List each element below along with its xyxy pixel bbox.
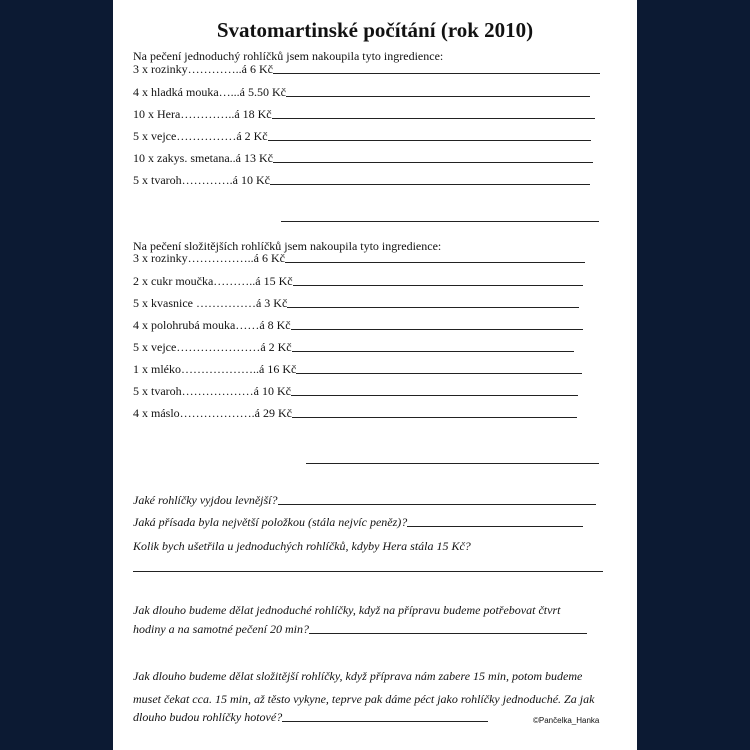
answer-line[interactable]: [291, 329, 583, 330]
item-label: 3 x rozinky……………..á 6 Kč: [133, 251, 285, 265]
item-label: 10 x zakys. smetana..á 13 Kč: [133, 151, 273, 165]
question-text: Jaká přísada byla největší položkou (stála nejvíc peněz)?: [133, 515, 408, 529]
question-text: Jaké rohlíčky vyjdou levnější?: [133, 493, 278, 507]
section1-row: [133, 129, 591, 143]
answer-line[interactable]: [292, 351, 574, 352]
answer-line[interactable]: [286, 96, 590, 97]
section1-row: [133, 85, 590, 99]
worksheet-title: Svatomartinské počítání (rok 2010): [216, 18, 534, 42]
section1-row: [133, 107, 595, 121]
question-2: [133, 516, 583, 529]
answer-line[interactable]: [273, 162, 593, 163]
answer-line[interactable]: [296, 373, 582, 374]
section2-row: [133, 340, 574, 354]
answer-line[interactable]: [285, 262, 585, 263]
answer-line[interactable]: [293, 285, 583, 286]
question-text: hodiny a na samotné pečení 20 min?: [133, 622, 309, 636]
item-label: 4 x hladká mouka…...á 5.50 Kč: [133, 85, 286, 99]
item-label: 5 x vejce…………………á 2 Kč: [133, 340, 292, 354]
item-label: 4 x máslo……………….á 29 Kč: [133, 406, 292, 420]
item-label: 3 x rozinky…………..á 6 Kč: [133, 62, 273, 76]
section2-row: [133, 384, 578, 398]
section2-row: [133, 251, 585, 265]
item-label: 5 x tvaroh………….á 10 Kč: [133, 173, 270, 187]
section2-total-line[interactable]: [306, 463, 599, 464]
section2-row: [133, 318, 583, 332]
answer-line[interactable]: [270, 184, 590, 185]
section1-row: [133, 173, 590, 187]
question-text: dlouho budou rohlíčky hotové?: [133, 710, 283, 724]
answer-line[interactable]: [273, 73, 600, 74]
copyright-note: ©Pančelka_Hanka: [533, 716, 600, 725]
answer-line[interactable]: [282, 721, 488, 722]
question-4: [133, 623, 587, 636]
item-label: 5 x kvasnice ……………á 3 Kč: [133, 296, 288, 310]
answer-line[interactable]: [291, 395, 578, 396]
item-label: 4 x polohrubá mouka……á 8 Kč: [133, 318, 291, 332]
answer-line[interactable]: [268, 140, 591, 141]
section2-row: [133, 362, 582, 376]
question-4-text-line1: Jak dlouho budeme dělat jednoduché rohlíčky, když na přípravu budeme potřebovat čtvrt: [133, 603, 561, 617]
question-5: [133, 711, 488, 724]
section1-intro: Na pečení jednoduchý rohlíčků jsem nakoupila tyto ingredience:: [133, 49, 444, 63]
item-label: 5 x tvaroh………………á 10 Kč: [133, 384, 291, 398]
item-label: 5 x vejce……………á 2 Kč: [133, 129, 268, 143]
question-3-text: Kolik bych ušetřila u jednoduchých rohlíčků, kdyby Hera stála 15 Kč?: [133, 539, 471, 553]
question-1: [133, 494, 596, 507]
answer-line[interactable]: [407, 526, 583, 527]
section2-row: [133, 296, 579, 310]
item-label: 10 x Hera…………..á 18 Kč: [133, 107, 272, 121]
answer-line[interactable]: [278, 504, 596, 505]
item-label: 2 x cukr moučka………..á 15 Kč: [133, 274, 293, 288]
section1-row: [133, 62, 600, 76]
question-5-text-line2: muset čekat cca. 15 min, až těsto vykyne, teprve pak dáme péct jako rohlíčky jednoduché. Za jak: [133, 692, 595, 706]
question-3-answer-line[interactable]: [133, 571, 603, 572]
answer-line[interactable]: [287, 307, 579, 308]
section1-total-line[interactable]: [281, 221, 599, 222]
worksheet-page: [113, 0, 637, 750]
section2-intro: Na pečení složitějších rohlíčků jsem nakoupila tyto ingredience:: [133, 239, 442, 253]
question-5-text-line1: Jak dlouho budeme dělat složitější rohlíčky, když příprava nám zabere 15 min, potom budeme: [133, 669, 583, 683]
section2-row: [133, 274, 583, 288]
item-label: 1 x mléko………………..á 16 Kč: [133, 362, 297, 376]
answer-line[interactable]: [292, 417, 577, 418]
answer-line[interactable]: [309, 633, 587, 634]
answer-line[interactable]: [272, 118, 595, 119]
section2-row: [133, 406, 577, 420]
section1-row: [133, 151, 593, 165]
